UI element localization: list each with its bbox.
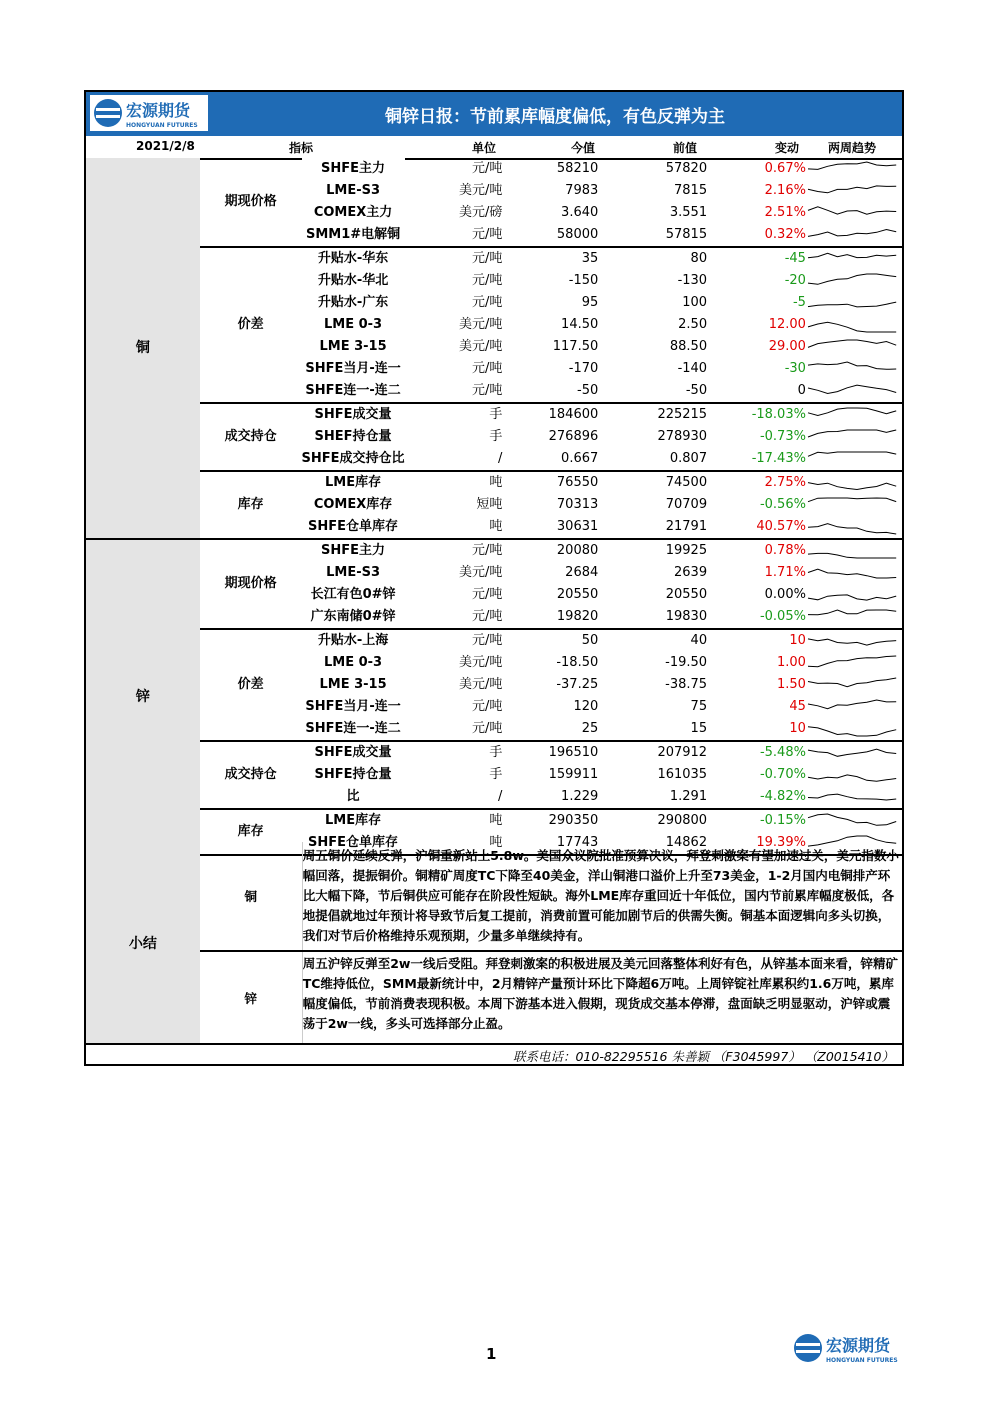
unit-cell: 元/吨	[472, 295, 503, 310]
data-table	[86, 158, 902, 856]
previous-value: 40	[690, 633, 708, 648]
trend-sparkline	[806, 428, 898, 446]
footer-logo	[790, 1330, 908, 1366]
trend-cell	[806, 741, 902, 764]
unit-cell: 元/吨	[472, 699, 503, 714]
unit-cell: 美元/磅	[459, 205, 503, 220]
indicator-name: LME 3-15	[302, 674, 405, 696]
trend-cell	[806, 516, 902, 539]
col-change: 变动	[775, 141, 800, 155]
unit-cell: 手	[489, 407, 503, 422]
trend-sparkline	[806, 586, 898, 604]
change-value: 40.57%	[707, 516, 806, 539]
column-header	[86, 136, 902, 160]
group-label: 价差	[200, 629, 302, 741]
summary-zinc-label: 锌	[244, 991, 258, 1006]
unit-cell: 吨	[489, 475, 503, 490]
current-value: 20550	[556, 587, 599, 602]
current-value: 19820	[502, 606, 598, 629]
trend-sparkline	[806, 250, 898, 268]
current-value: 120	[573, 699, 599, 714]
trend-cell	[806, 426, 902, 448]
indicator-name: LME-S3	[302, 180, 405, 202]
previous-value: 7815	[674, 183, 708, 198]
change-value: -0.15%	[759, 813, 806, 828]
trend-sparkline	[806, 496, 898, 514]
indicator-name: SHFE主力	[302, 539, 405, 562]
trend-sparkline	[806, 360, 898, 378]
col-trend: 两周趋势	[828, 141, 877, 155]
trend-cell	[806, 158, 902, 180]
unit-cell: 美元/吨	[459, 317, 503, 332]
unit-cell: 手	[489, 767, 503, 782]
current-value: -170	[568, 361, 599, 376]
indicator-name: 升贴水-上海	[302, 629, 405, 652]
current-value: -150	[568, 273, 599, 288]
summary-table	[86, 842, 902, 1044]
group-label: 库存	[200, 471, 302, 539]
table-row	[86, 809, 902, 832]
indicator-name: LME 0-3	[302, 314, 405, 336]
unit-cell: 吨	[405, 832, 503, 855]
trend-sparkline	[806, 226, 898, 244]
indicator-name: 比	[302, 786, 405, 809]
trend-cell	[806, 606, 902, 629]
indicator-name: SHFE连一-连二	[302, 718, 405, 741]
change-value: 45	[789, 699, 806, 714]
indicator-name: SHFE成交量	[302, 403, 405, 426]
indicator-name: SHFE持仓量	[302, 764, 405, 786]
change-value: -17.43%	[707, 448, 806, 471]
unit-cell: 吨	[405, 516, 503, 539]
previous-value: 80	[690, 251, 708, 266]
trend-cell	[806, 292, 902, 314]
change-value: 0	[707, 380, 806, 403]
current-value: 50	[581, 633, 599, 648]
previous-value: -38.75	[665, 677, 708, 692]
logo-en: HONGYUAN FUTURES	[126, 122, 198, 129]
previous-value: 70709	[665, 497, 708, 512]
previous-value: 19925	[665, 543, 708, 558]
indicator-name: SHFE当月-连一	[302, 696, 405, 718]
change-value: 0.32%	[707, 224, 806, 247]
change-value: -0.70%	[759, 767, 806, 782]
current-value: 3.640	[561, 205, 599, 220]
group-label: 成交持仓	[200, 403, 302, 471]
trend-sparkline	[806, 632, 898, 650]
contact-info: 联系电话：010-82295516 朱善颖 （F3045997） （Z0015410）	[512, 1049, 894, 1064]
trend-sparkline	[806, 272, 898, 290]
group-label: 库存	[200, 809, 302, 855]
previous-value: 75	[690, 699, 708, 714]
trend-sparkline	[806, 608, 898, 626]
indicator-name: SHFE成交量	[302, 741, 405, 764]
col-current: 今值	[571, 141, 596, 155]
footer-logo-cn: 宏源期货	[826, 1336, 891, 1355]
previous-value: 2639	[674, 565, 708, 580]
unit-cell: 短吨	[476, 497, 503, 512]
trend-cell	[806, 584, 902, 606]
company-logo	[90, 95, 208, 131]
change-value: 2.75%	[764, 475, 806, 490]
change-value: 12.00	[768, 317, 806, 332]
trend-cell	[806, 786, 902, 809]
unit-cell: 元/吨	[472, 543, 503, 558]
current-value: 35	[581, 251, 599, 266]
previous-value: -130	[677, 273, 708, 288]
trend-sparkline	[806, 744, 898, 762]
change-value: -0.05%	[707, 606, 806, 629]
trend-cell	[806, 224, 902, 247]
trend-cell	[806, 539, 902, 562]
previous-value: 0.807	[598, 448, 707, 471]
summary-label: 小结	[86, 842, 200, 1044]
trend-sparkline	[806, 720, 898, 738]
indicator-name: LME库存	[302, 809, 405, 832]
unit-cell: 元/吨	[472, 633, 503, 648]
unit-cell: 手	[489, 745, 503, 760]
change-value: -18.03%	[751, 407, 806, 422]
unit-cell: 美元/吨	[459, 677, 503, 692]
trend-cell	[806, 809, 902, 832]
current-value: 117.50	[552, 339, 599, 354]
current-value: 184600	[548, 407, 599, 422]
previous-value: -140	[677, 361, 708, 376]
current-value: 76550	[556, 475, 599, 490]
report-date: 2021/2/8	[136, 139, 195, 153]
trend-sparkline	[806, 564, 898, 582]
current-value: 7983	[565, 183, 599, 198]
current-value: 276896	[548, 429, 599, 444]
previous-value: -50	[598, 380, 707, 403]
trend-sparkline	[806, 294, 898, 312]
trend-sparkline	[806, 406, 898, 424]
previous-value: 88.50	[669, 339, 708, 354]
previous-value: 57815	[598, 224, 707, 247]
change-value: -4.82%	[707, 786, 806, 809]
logo-cn: 宏源期货	[126, 101, 191, 120]
trend-cell	[806, 494, 902, 516]
trend-cell	[806, 562, 902, 584]
table-row	[86, 403, 902, 426]
change-value: 1.50	[777, 677, 806, 692]
trend-cell	[806, 270, 902, 292]
report-frame	[84, 90, 904, 1066]
table-row	[86, 629, 902, 652]
trend-cell	[806, 764, 902, 786]
indicator-name: SMM1#电解铜	[302, 224, 405, 247]
table-row	[86, 247, 902, 270]
trend-cell	[806, 358, 902, 380]
previous-value: 20550	[665, 587, 708, 602]
trend-cell	[806, 674, 902, 696]
previous-value: 15	[598, 718, 707, 741]
current-value: 95	[581, 295, 599, 310]
trend-cell	[806, 652, 902, 674]
indicator-name: SHFE仓单库存	[302, 832, 405, 855]
previous-value: 57820	[665, 161, 708, 176]
trend-cell	[806, 403, 902, 426]
trend-sparkline	[806, 160, 898, 178]
indicator-name: 升贴水-华北	[302, 270, 405, 292]
trend-cell	[806, 314, 902, 336]
trend-cell	[806, 471, 902, 494]
unit-cell: /	[405, 786, 503, 809]
previous-value: 207912	[657, 745, 708, 760]
indicator-name: LME 3-15	[302, 336, 405, 358]
current-value: 17743	[502, 832, 598, 855]
previous-value: 290800	[657, 813, 708, 828]
unit-cell: 美元/吨	[459, 339, 503, 354]
report-header	[86, 92, 902, 136]
change-value: 2.51%	[764, 205, 806, 220]
change-value: -5.48%	[759, 745, 806, 760]
current-value: 0.667	[502, 448, 598, 471]
change-value: -20	[784, 273, 806, 288]
change-value: -5	[792, 295, 806, 310]
current-value: 58000	[502, 224, 598, 247]
unit-cell: 元/吨	[472, 251, 503, 266]
contact-divider	[86, 1043, 902, 1045]
hongyuan-logo-icon	[90, 95, 208, 131]
previous-value: 278930	[657, 429, 708, 444]
indicator-name: SHFE当月-连一	[302, 358, 405, 380]
previous-value: 1.291	[598, 786, 707, 809]
change-value: 0.78%	[764, 543, 806, 558]
change-value: -0.73%	[759, 429, 806, 444]
current-value: 2684	[565, 565, 599, 580]
trend-sparkline	[806, 182, 898, 200]
previous-value: 21791	[598, 516, 707, 539]
unit-cell: 元/吨	[472, 587, 503, 602]
trend-sparkline	[806, 654, 898, 672]
previous-value: 100	[682, 295, 708, 310]
change-value: 1.71%	[764, 565, 806, 580]
current-value: 159911	[548, 767, 599, 782]
current-value: -37.25	[556, 677, 599, 692]
trend-sparkline	[806, 766, 898, 784]
current-value: 14.50	[561, 317, 599, 332]
unit-cell: /	[405, 448, 503, 471]
indicator-name: COMEX主力	[302, 202, 405, 224]
col-previous: 前值	[673, 141, 698, 155]
group-label: 期现价格	[200, 158, 302, 247]
page-number: 1	[486, 1345, 497, 1363]
trend-sparkline	[806, 698, 898, 716]
trend-cell	[806, 202, 902, 224]
unit-cell: 元/吨	[472, 273, 503, 288]
table-row	[86, 741, 902, 764]
indicator-name: SHFE仓单库存	[302, 516, 405, 539]
table-row	[86, 158, 902, 180]
current-value: -18.50	[556, 655, 599, 670]
group-label: 价差	[200, 247, 302, 403]
trend-cell	[806, 629, 902, 652]
footer-logo-en: HONGYUAN FUTURES	[826, 1357, 898, 1364]
trend-sparkline	[806, 518, 898, 536]
previous-value: -19.50	[665, 655, 708, 670]
indicator-name: LME-S3	[302, 562, 405, 584]
hongyuan-logo-icon	[790, 1330, 908, 1366]
change-value: 19.39%	[707, 832, 806, 855]
indicator-name: 广东南储0#锌	[302, 606, 405, 629]
unit-cell: 元/吨	[472, 361, 503, 376]
trend-sparkline	[806, 316, 898, 334]
change-value: -45	[784, 251, 806, 266]
trend-sparkline	[806, 450, 898, 468]
trend-cell	[806, 380, 902, 403]
current-value: 58210	[556, 161, 599, 176]
unit-cell: 美元/吨	[459, 655, 503, 670]
trend-cell	[806, 696, 902, 718]
unit-cell: 手	[489, 429, 503, 444]
metal-label: 铜	[86, 158, 200, 539]
summary-zinc-text: 周五沪锌反弹至2w一线后受阻。拜登刺激案的积极进展及美元回落整体利好有色，从锌基本面来看，锌精矿TC维持低位，SMM最新统计中，2月精锌产量预计环比下降超6万吨。上周锌锭社库累积约1.6万吨，累库幅度偏低，节前消费表现积极。本周下游基本进入假期，现货成交基本停滞，盘面缺乏明显驱动，沪锌或震荡于2w一线，多头可选择部分止盈。	[302, 951, 902, 1044]
current-value: 25	[502, 718, 598, 741]
trend-sparkline	[806, 812, 898, 830]
unit-cell: 元/吨	[405, 606, 503, 629]
unit-cell: 吨	[489, 813, 503, 828]
current-value: 196510	[548, 745, 599, 760]
trend-sparkline	[806, 204, 898, 222]
col-unit: 单位	[472, 141, 497, 155]
report-title: 铜锌日报：节前累库幅度偏低，有色反弹为主	[385, 106, 725, 127]
trend-sparkline	[806, 474, 898, 492]
indicator-name: 升贴水-广东	[302, 292, 405, 314]
indicator-name: COMEX库存	[302, 494, 405, 516]
indicator-name: LME库存	[302, 471, 405, 494]
unit-cell: 元/吨	[405, 224, 503, 247]
change-value: -30	[784, 361, 806, 376]
previous-value: 19830	[598, 606, 707, 629]
table-row	[86, 471, 902, 494]
change-value: 0.67%	[764, 161, 806, 176]
trend-sparkline	[806, 676, 898, 694]
trend-cell	[806, 718, 902, 741]
indicator-name: 升贴水-华东	[302, 247, 405, 270]
group-label: 期现价格	[200, 539, 302, 629]
trend-sparkline	[806, 542, 898, 560]
trend-sparkline	[806, 788, 898, 806]
unit-cell: 元/吨	[405, 380, 503, 403]
group-label: 成交持仓	[200, 741, 302, 809]
unit-cell: 元/吨	[472, 161, 503, 176]
current-value: 20080	[556, 543, 599, 558]
summary-copper-label: 铜	[200, 842, 302, 951]
trend-cell	[806, 448, 902, 471]
unit-cell: 美元/吨	[459, 565, 503, 580]
change-value: -0.56%	[759, 497, 806, 512]
indicator-name: SHFE连一-连二	[302, 380, 405, 403]
current-value: 30631	[502, 516, 598, 539]
trend-cell	[806, 247, 902, 270]
indicator-name: LME 0-3	[302, 652, 405, 674]
change-value: 10	[789, 633, 806, 648]
summary-copper-text: 周五铜价延续反弹，沪铜重新站上5.8w。美国众议院批准预算决议，拜登刺激案有望加速过关，美元指数小幅回落，提振铜价。铜精矿周度TC下降至40美金，洋山铜港口溢价上升至73美金，1-2月国内电铜排产环比大幅下降，节后铜供应可能存在阶段性短缺。海外LME库存重回近十年低位，国内节前累库幅度极低，各地提倡就地过年预计将导致节后复工提前，消费前置可能加剧节后的供需失衡。铜基本面逻辑向多头切换，我们对节后价格维持乐观预期，少量多单继续持有。	[302, 842, 902, 951]
change-value: 10	[707, 718, 806, 741]
table-row	[86, 539, 902, 562]
previous-value: 3.551	[669, 205, 708, 220]
change-value: 1.00	[777, 655, 806, 670]
current-value: 70313	[556, 497, 599, 512]
previous-value: 74500	[665, 475, 708, 490]
col-indicator: 指标	[289, 141, 314, 155]
indicator-name: SHEF持仓量	[302, 426, 405, 448]
metal-label: 锌	[86, 539, 200, 855]
trend-sparkline	[806, 382, 898, 400]
unit-cell: 美元/吨	[459, 183, 503, 198]
indicator-name: SHFE成交持仓比	[302, 448, 405, 471]
indicator-name: SHFE主力	[302, 158, 405, 180]
previous-value: 2.50	[678, 317, 708, 332]
trend-sparkline	[806, 338, 898, 356]
change-value: 0.00%	[764, 587, 806, 602]
trend-cell	[806, 336, 902, 358]
change-value: 2.16%	[764, 183, 806, 198]
current-value: 1.229	[502, 786, 598, 809]
indicator-name: 长江有色0#锌	[302, 584, 405, 606]
previous-value: 14862	[598, 832, 707, 855]
current-value: 290350	[548, 813, 599, 828]
current-value: -50	[502, 380, 598, 403]
trend-cell	[806, 180, 902, 202]
previous-value: 225215	[657, 407, 708, 422]
change-value: 29.00	[768, 339, 806, 354]
previous-value: 161035	[657, 767, 708, 782]
unit-cell: 元/吨	[405, 718, 503, 741]
